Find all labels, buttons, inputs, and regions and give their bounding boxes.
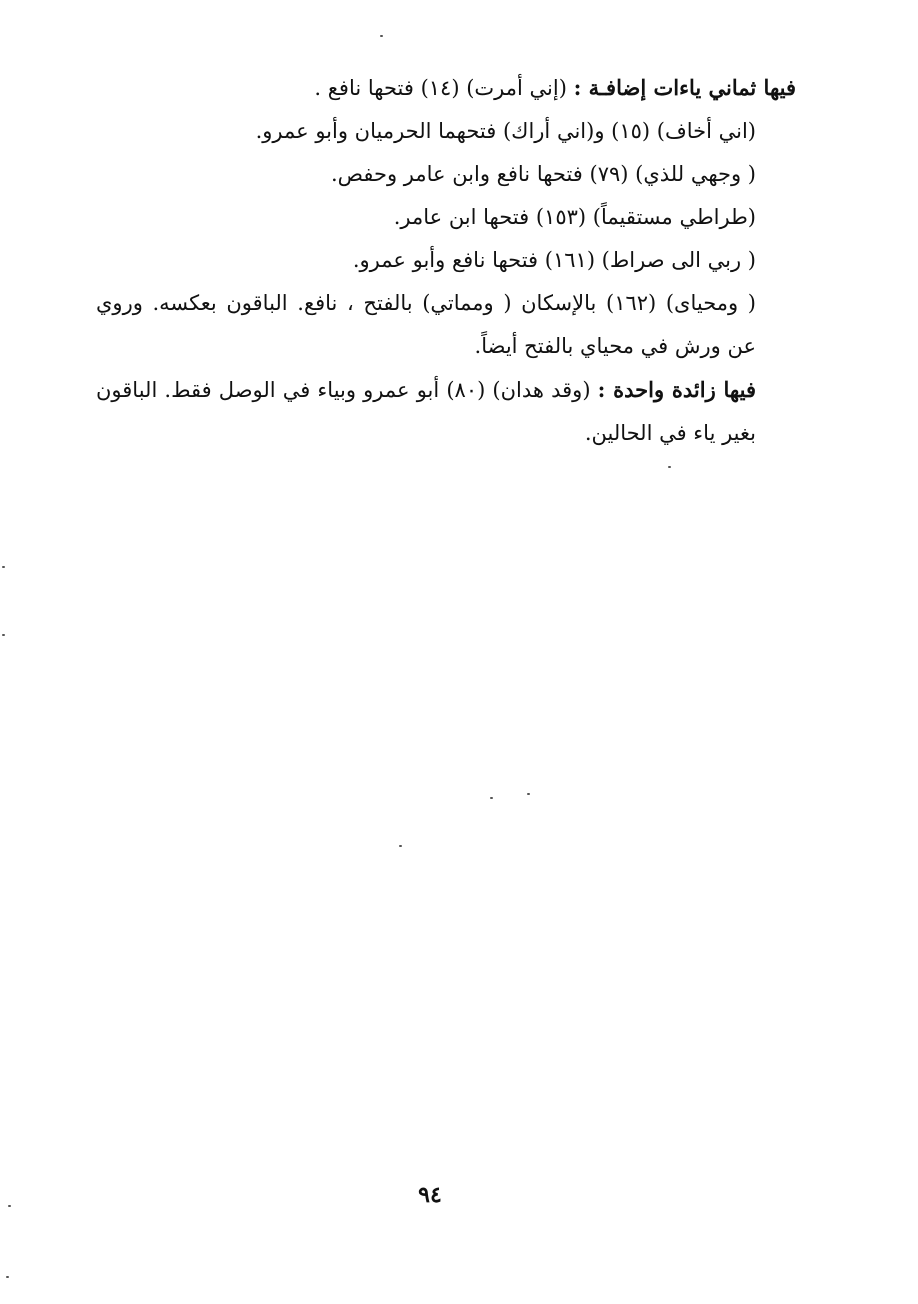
scan-speck	[527, 793, 530, 795]
scan-speck	[8, 1205, 11, 1207]
heading-zaida-label: فيها زائدة واحدة :	[597, 377, 756, 402]
paragraph-idafa-heading	[96, 66, 796, 110]
paragraph-line-3: ( وجهي للذي) (٧٩) فتحها نافع وابن عامر وحفص.	[330, 162, 756, 186]
paragraph-line-5: ( ربي الى صراط) (١٦١) فتحها نافع وأبو عمرو.	[352, 248, 756, 272]
scan-speck	[2, 566, 5, 568]
scan-speck	[2, 634, 5, 636]
scan-speck	[668, 466, 671, 468]
paragraph-zaida-text: (وقد هدان) (٨٠) أبو عمرو وبياء في الوصل فقط. الباقون بغير ياء في الحالين.	[96, 378, 756, 445]
scan-speck	[490, 797, 493, 799]
heading-idafa-label: فيها ثماني ياءات إضافـة :	[573, 75, 796, 100]
paragraph-line-6: ( ومحياى) (١٦٢) بالإسكان ( ومماتي) بالفتح ، نافع. الباقون بعكسه. وروي عن ورش في محياي بالفتح أيضاً.	[96, 291, 756, 358]
scan-speck	[399, 845, 402, 847]
paragraph-line-4: (طراطي مستقيماً) (١٥٣) فتحها ابن عامر.	[393, 205, 756, 229]
paragraph-line-2: (اني أخاف) (١٥) و(اني أراك) فتحهما الحرميان وأبو عمرو.	[255, 119, 756, 143]
paragraph-zaida-heading	[96, 368, 796, 455]
scan-speck	[6, 1276, 9, 1278]
scan-speck	[380, 35, 383, 37]
page-number: ٩٤	[418, 1182, 442, 1208]
text-body	[96, 66, 796, 455]
paragraph-idafa-text: (إني أمرت) (١٤) فتحها نافع .	[314, 76, 574, 100]
